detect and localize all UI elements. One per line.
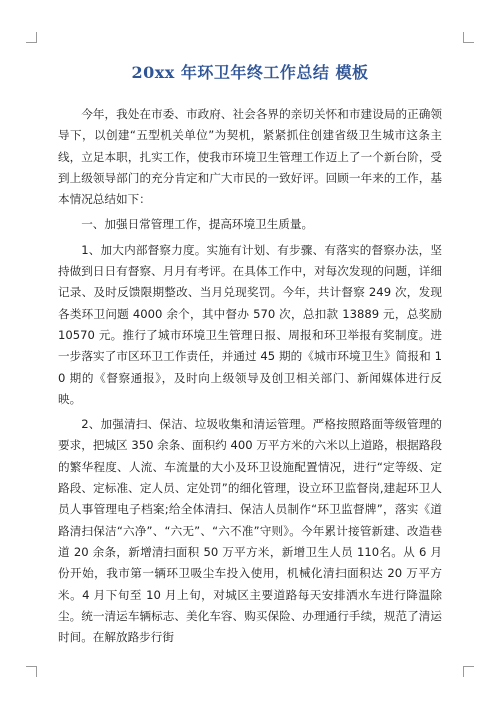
- crop-mark-top-right: [463, 32, 474, 43]
- paragraph-supervision: 1、加大内部督察力度。实施有计划、有步骤、有落实的督察办法，坚持做到日日有督察、月月有考评。在具体工作中，对每次发现的问题，详细记录、及时反馈限期整改、当月兑现奖罚。今年，共计督察 249 次，发现各类环卫问题 4000 余个，其中督办 570 次，总扣款 13889 元，总奖励 10570 元。推行了城市环境卫生管理日报、周报和环卫举报有奖制度。进一步落实了市区环卫工作责任，并通过 45 期的《城市环境卫生》简报和 10 期的《督察通报》，及时向上级领导及创卫相关部门、新闻媒体进行反映。: [58, 242, 442, 406]
- paragraph-cleaning: 2、加强清扫、保洁、垃圾收集和清运管理。严格按照路面等级管理的要求，把城区 350 余条、面积约 400 万平方米的六米以上道路，根据路段的繁华程度、人流、车流量的大小及环卫设施配置情况，进行“定等级、定路段、定标准、定人员、定处罚”的细化管理，设立环卫监督岗,建起环卫人员人事管理电子档案;给全体清扫、保洁人员制作“环卫监督牌”，落实《道路清扫保洁“六净”、“六无”、“六不准”守则》。今年累计接管新建、改造巷道 20 余条，新增清扫面积 50 万平方米，新增卫生人员 110名。从 6 月份开始，我市第一辆环卫吸尘车投入使用，机械化清扫面积达 20 万平方米。4 月下旬至 10 月上旬，对城区主要道路每天安排洒水车进行降温除尘。统一清运车辆标志、美化车容、购买保险、办理通行手续，规范了清运时间。在解放路步行街: [58, 417, 442, 645]
- document-title: 20xx 年环卫年终工作总结 模板: [131, 63, 369, 82]
- document-body: [58, 104, 442, 652]
- crop-mark-top-left: [26, 32, 37, 43]
- section-heading: 一、加强日常管理工作，提高环境卫生质量。: [81, 217, 314, 232]
- crop-mark-bottom-right: [463, 666, 474, 677]
- paragraph-intro: 今年，我处在市委、市政府、社会各界的亲切关怀和市建设局的正确领导下，以创建“五型机关单位”为契机，紧紧抓住创建省级卫生城市这条主线，立足本职，扎实工作，使我市环境卫生管理工作迈上了一个新台阶，受到上级领导部门的充分肯定和广大市民的一致好评。回顾一年来的工作，基本情况总结如下：: [58, 107, 442, 207]
- crop-mark-bottom-left: [26, 666, 37, 677]
